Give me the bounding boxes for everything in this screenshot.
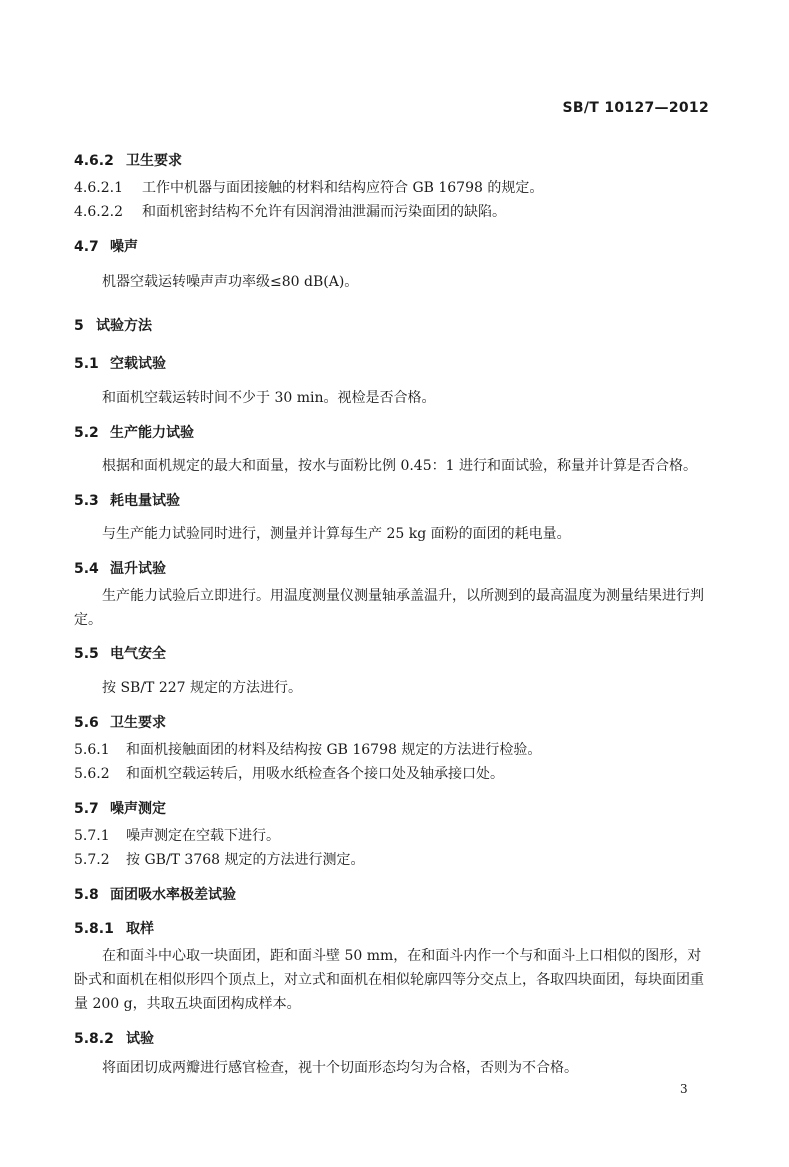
heading-5: 5 试验方法 [74, 318, 152, 334]
heading-5-6: 5.6 卫生要求 [74, 715, 166, 731]
paragraph-4-7: 机器空载运转噪声声功率级≤80 dB(A)。 [102, 274, 359, 290]
paragraph-5-8-1: 在和面斗中心取一块面团，距和面斗壁 50 mm，在和面斗内作一个与和面斗上口相似的图形，对卧式和面机在相似形四个顶点上，对立式和面机在相似轮廓四等分交点上，各取四块面团，每块面团重量 200 g，共取五块面团构成样本。 [74, 948, 704, 1012]
clause-5-7-2: 5.7.2 按 GB/T 3768 规定的方法进行测定。 [74, 852, 365, 868]
paragraph-5-3: 与生产能力试验同时进行，测量并计算每生产 25 kg 面粉的面团的耗电量。 [102, 526, 571, 542]
heading-5-7: 5.7 噪声测定 [74, 801, 166, 817]
clause-4-6-2-1: 4.6.2.1 工作中机器与面团接触的材料和结构应符合 GB 16798 的规定。 [74, 180, 544, 196]
clause-4-6-2-2: 4.6.2.2 和面机密封结构不允许有因润滑油泄漏而污染面团的缺陷。 [74, 204, 506, 220]
heading-4-6-2: 4.6.2 卫生要求 [74, 153, 182, 169]
standard-code: SB/T 10127—2012 [562, 100, 709, 116]
paragraph-5-8-2: 将面团切成两瓣进行感官检查，视十个切面形态均匀为合格，否则为不合格。 [102, 1060, 578, 1076]
heading-5-5: 5.5 电气安全 [74, 646, 166, 662]
paragraph-5-2: 根据和面机规定的最大和面量，按水与面粉比例 0.45：1 进行和面试验，称量并计算是否合格。 [102, 458, 697, 474]
heading-5-8: 5.8 面团吸水率极差试验 [74, 887, 236, 903]
heading-5-3: 5.3 耗电量试验 [74, 493, 180, 509]
clause-5-6-2: 5.6.2 和面机空载运转后，用吸水纸检查各个接口处及轴承接口处。 [74, 766, 504, 782]
heading-5-4: 5.4 温升试验 [74, 561, 166, 577]
page-number: 3 [680, 1082, 688, 1096]
heading-5-8-2: 5.8.2 试验 [74, 1031, 154, 1047]
clause-5-7-1: 5.7.1 噪声测定在空载下进行。 [74, 828, 280, 844]
heading-5-1: 5.1 空载试验 [74, 356, 166, 372]
paragraph-5-4: 生产能力试验后立即进行。用温度测量仪测量轴承盖温升，以所测到的最高温度为测量结果进行判定。 [74, 588, 704, 628]
paragraph-5-1: 和面机空载运转时间不少于 30 min。视检是否合格。 [102, 390, 436, 406]
heading-4-7: 4.7 噪声 [74, 239, 138, 255]
heading-5-2: 5.2 生产能力试验 [74, 425, 194, 441]
clause-5-6-1: 5.6.1 和面机接触面团的材料及结构按 GB 16798 规定的方法进行检验。 [74, 742, 542, 758]
heading-5-8-1: 5.8.1 取样 [74, 921, 154, 937]
paragraph-5-5: 按 SB/T 227 规定的方法进行。 [102, 680, 303, 696]
